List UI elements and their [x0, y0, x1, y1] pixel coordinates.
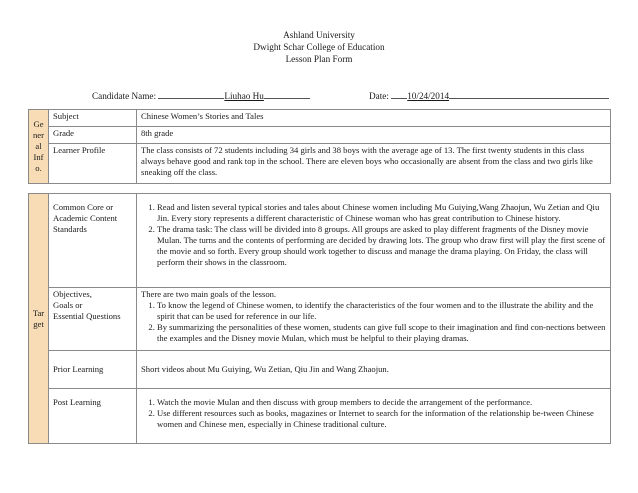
prior-learning-label: Prior Learning: [49, 351, 137, 389]
objectives-item: 1. To know the legend of Chinese women, to identify the characteristics of the four women and to the illustrate the ability and the spirit that can be used for reference in our life.: [157, 300, 606, 322]
date-blank-right: [449, 89, 609, 99]
target-side-label: Tar get: [29, 194, 49, 444]
objectives-content: [137, 288, 611, 351]
objectives-item: 2. By summarizing the personalities of these women, students can give full scope to their imagination and find con-nections between the examples and the Disney movie Mulan, which must be helpful to their playing dramas.: [157, 322, 606, 344]
form-title: Lesson Plan Form: [285, 54, 353, 64]
standards-list: [141, 202, 606, 268]
post-learning-list: [141, 397, 606, 430]
candidate-blank-right: [264, 89, 310, 99]
subject-label: Subject: [49, 110, 137, 127]
general-info-table: [28, 109, 611, 184]
candidate-blank-left: [158, 89, 224, 99]
candidate-line: [92, 89, 310, 102]
standards-content: [137, 194, 611, 288]
learner-profile-value: The class consists of 72 students including 34 girls and 38 boys with the average age of 13. The first twenty students in this class always behave good and rank top in the school. There are eleven boys who occasionally are absent from the class and two girls like sneaking off the class.: [137, 144, 611, 184]
post-learning-item: 1. Watch the movie Mulan and then discuss with group members to decide the arrangement of the performance.: [157, 397, 606, 408]
post-learning-label: Post Learning: [49, 389, 137, 444]
objectives-intro: There are two main goals of the lesson.: [141, 289, 277, 299]
target-table: [28, 193, 611, 444]
standards-item: 2. The drama task: The class will be divided into 8 groups. All groups are asked to play different fragments of the Disney movie Mulan. The turns and the contents of performing are decided by drawing lots. The group who draw first will play the first scene of the movie and so forth. Every group should work together to discuss and manage the drama playing. On Friday, the class will perform their shows in the classroom.: [157, 224, 606, 268]
candidate-name: Liuhao Hu: [224, 91, 264, 101]
objectives-list: [141, 300, 606, 344]
date-line: [369, 89, 609, 102]
learner-profile-label: Learner Profile: [49, 144, 137, 184]
prior-learning-value: Short videos about Mu Guiying, Wu Zetian, Qiu Jin and Wang Zhaojun.: [137, 351, 611, 389]
post-learning-content: [137, 389, 611, 444]
subject-value: Chinese Women’s Stories and Tales: [137, 110, 611, 127]
standards-label: Common Core or Academic Content Standards: [49, 194, 137, 288]
university-name: Ashland University: [283, 30, 355, 40]
post-learning-item: 2. Use different resources such as books, magazines or Internet to search for the information of the relationship be-tween Chinese women and Chinese men, especially in Chinese traditional culture.: [157, 408, 606, 430]
grade-value: 8th grade: [137, 127, 611, 144]
standards-item: 1. Read and listen several typical stories and tales about Chinese women including Mu Guiying,Wang Zhaojun, Wu Zetian and Qiu Jin. Every story represents a different characteristic of Chinese woman who has great contribution to Chinese history.: [157, 202, 606, 224]
date-value: 10/24/2014: [407, 91, 450, 101]
date-blank-left: [391, 89, 407, 99]
general-info-side-label: Ge ner al Inf o.: [29, 110, 49, 184]
candidate-label: Candidate Name:: [92, 91, 157, 101]
grade-label: Grade: [49, 127, 137, 144]
college-name: Dwight Schar College of Education: [253, 42, 385, 52]
objectives-label: Objectives, Goals or Essential Questions: [49, 288, 137, 351]
date-label: Date:: [369, 91, 389, 101]
